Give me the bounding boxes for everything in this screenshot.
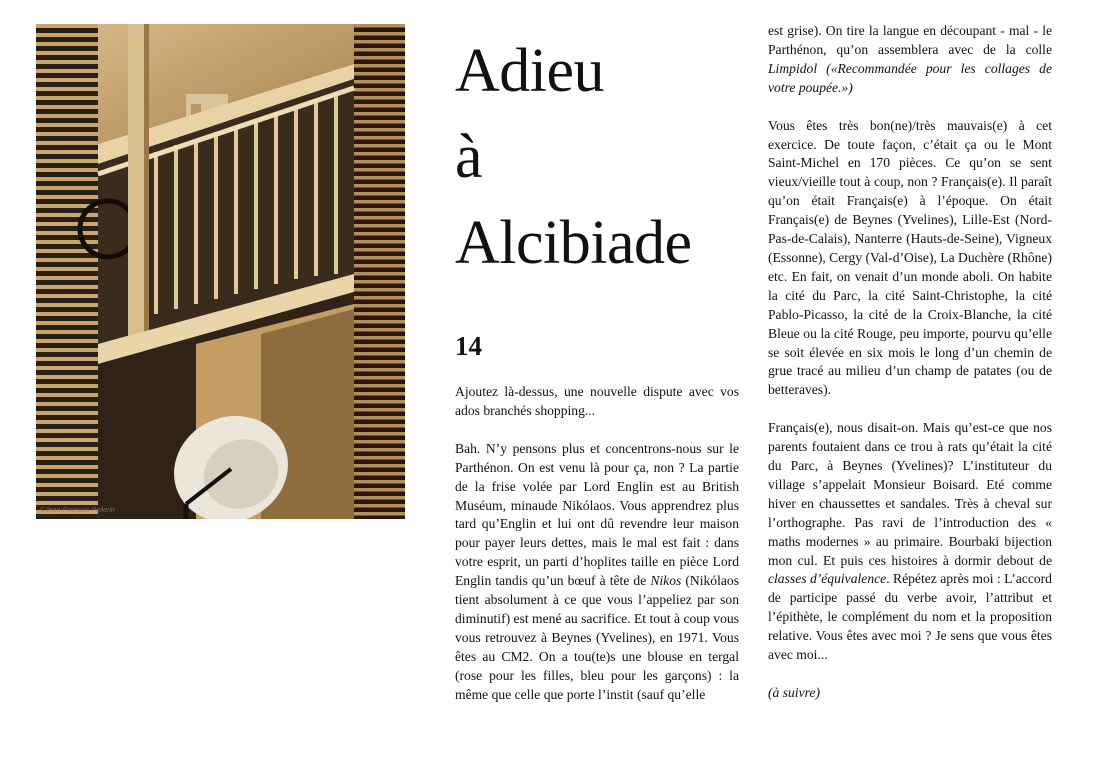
title-line-2: à — [455, 123, 483, 191]
paragraph-text: Français(e), nous disait-on. Mais qu’est-ce que nos parents foutaient dans ce trou à rats qu’était la cité du Parc, à Beynes (Yvelines)? L’instituteur du village s’appelait Monsieur Boisard. Eté comme hiver en chaussettes et sandales. Très à cheval sur l’orthographe. Pas ravi de l’introduction des « maths modernes » au primaire. Bourbaki bijection mon cul. Et puis ces histoires à dormir debout de — [768, 420, 1052, 568]
paragraph-text: (Nikólaos tient absolument à ce que vous l’appeliez par son diminutif) est mené au sacrifice. Et tout à coup vous vous retrouvez à Beynes (Yvelines), en 1971. Vous êtes au CM2. On a tou(te)s une blouse en tergal (rose pour les filles, bleu pour les garçons) : la même que celle que porte l’instit (sauf qu’elle — [455, 573, 739, 702]
chapter-number: 14 — [455, 331, 482, 361]
emphasis-text: classes d’équivalence — [768, 571, 887, 587]
article-title — [455, 28, 745, 286]
emphasis-text: Limpidol («Recommandée pour les collages de votre poupée.») — [768, 60, 1052, 95]
balcony-facade-image — [36, 24, 405, 519]
title-line-1: Adieu — [455, 37, 605, 105]
paragraph — [768, 117, 1052, 401]
photo-credit: ©Jean-François Pellerin — [40, 507, 115, 514]
right-column — [768, 22, 1052, 722]
emphasis-text: Nikos — [650, 573, 682, 589]
building-photo — [36, 24, 405, 519]
to-be-continued-text: (à suivre) — [768, 685, 820, 700]
paragraph — [768, 419, 1052, 665]
paragraph-text: est grise). On tire la langue en découpant - mal - le Parthénon, qu’on assemblera avec de la colle — [768, 23, 1052, 57]
title-line-3: Alcibiade — [455, 209, 692, 277]
paragraph-text: Bah. N’y pensons plus et concentrons-nous sur le Parthénon. On est venu là pour ça, non ? La partie de la frise volée par Lord Englin est au British Muséum, minaude Nikólaos. Vous apprendrez plus tard qu’Englin et lui ont dû revendre leur maison pour payer leurs dettes, mais le mal est fait : dans votre esprit, un parti d’hoplites taille en pièce Lord Englin tandis qu’un bœuf à tête de — [455, 440, 739, 589]
paragraph-text: Vous êtes très bon(ne)/très mauvais(e) à cet exercice. De toute façon, c’était ça ou le Mont Saint-Michel en 170 pièces. Ce qu’on se sent vieux/vieille tout à coup, non ? Français(e). Il paraît qu’on était Français(e) à l’époque. On était Français(e) de Beynes (Yvelines), Lille-Est (Nord-Pas-de-Calais), Nanterre (Hauts-de-Seine), Vigneux (Essonne), Cergy (Val-d’Oise), La Duchère (Rhône) etc. En fait, on venait d’un monde aboli. On habite la cité du Parc, la cité Saint-Christophe, la cité Pablo-Picasso, la cité de la Croix-Blanche, la cité Bleue ou la cité Rouge, peu importe, pourvu qu’elle se soit élevée en six mois le long d’un chemin de grue tracé au milieu d’un champ de patates (ou de betteraves). — [768, 117, 1052, 398]
paragraph-text: . Répétez après moi : L’accord de participe passé du verbe avoir, l’attribut et l’épithète, le complément du nom et la proposition relative. Vous êtes avec moi ? Je sens que vous êtes avec moi... — [768, 571, 1052, 663]
paragraph — [455, 440, 739, 705]
paragraph — [768, 22, 1052, 98]
paragraph-text: Ajoutez là-dessus, une nouvelle dispute avec vos ados branchés shopping... — [455, 384, 739, 418]
paragraph — [455, 383, 739, 421]
to-be-continued — [768, 684, 1052, 703]
middle-column — [455, 383, 739, 724]
